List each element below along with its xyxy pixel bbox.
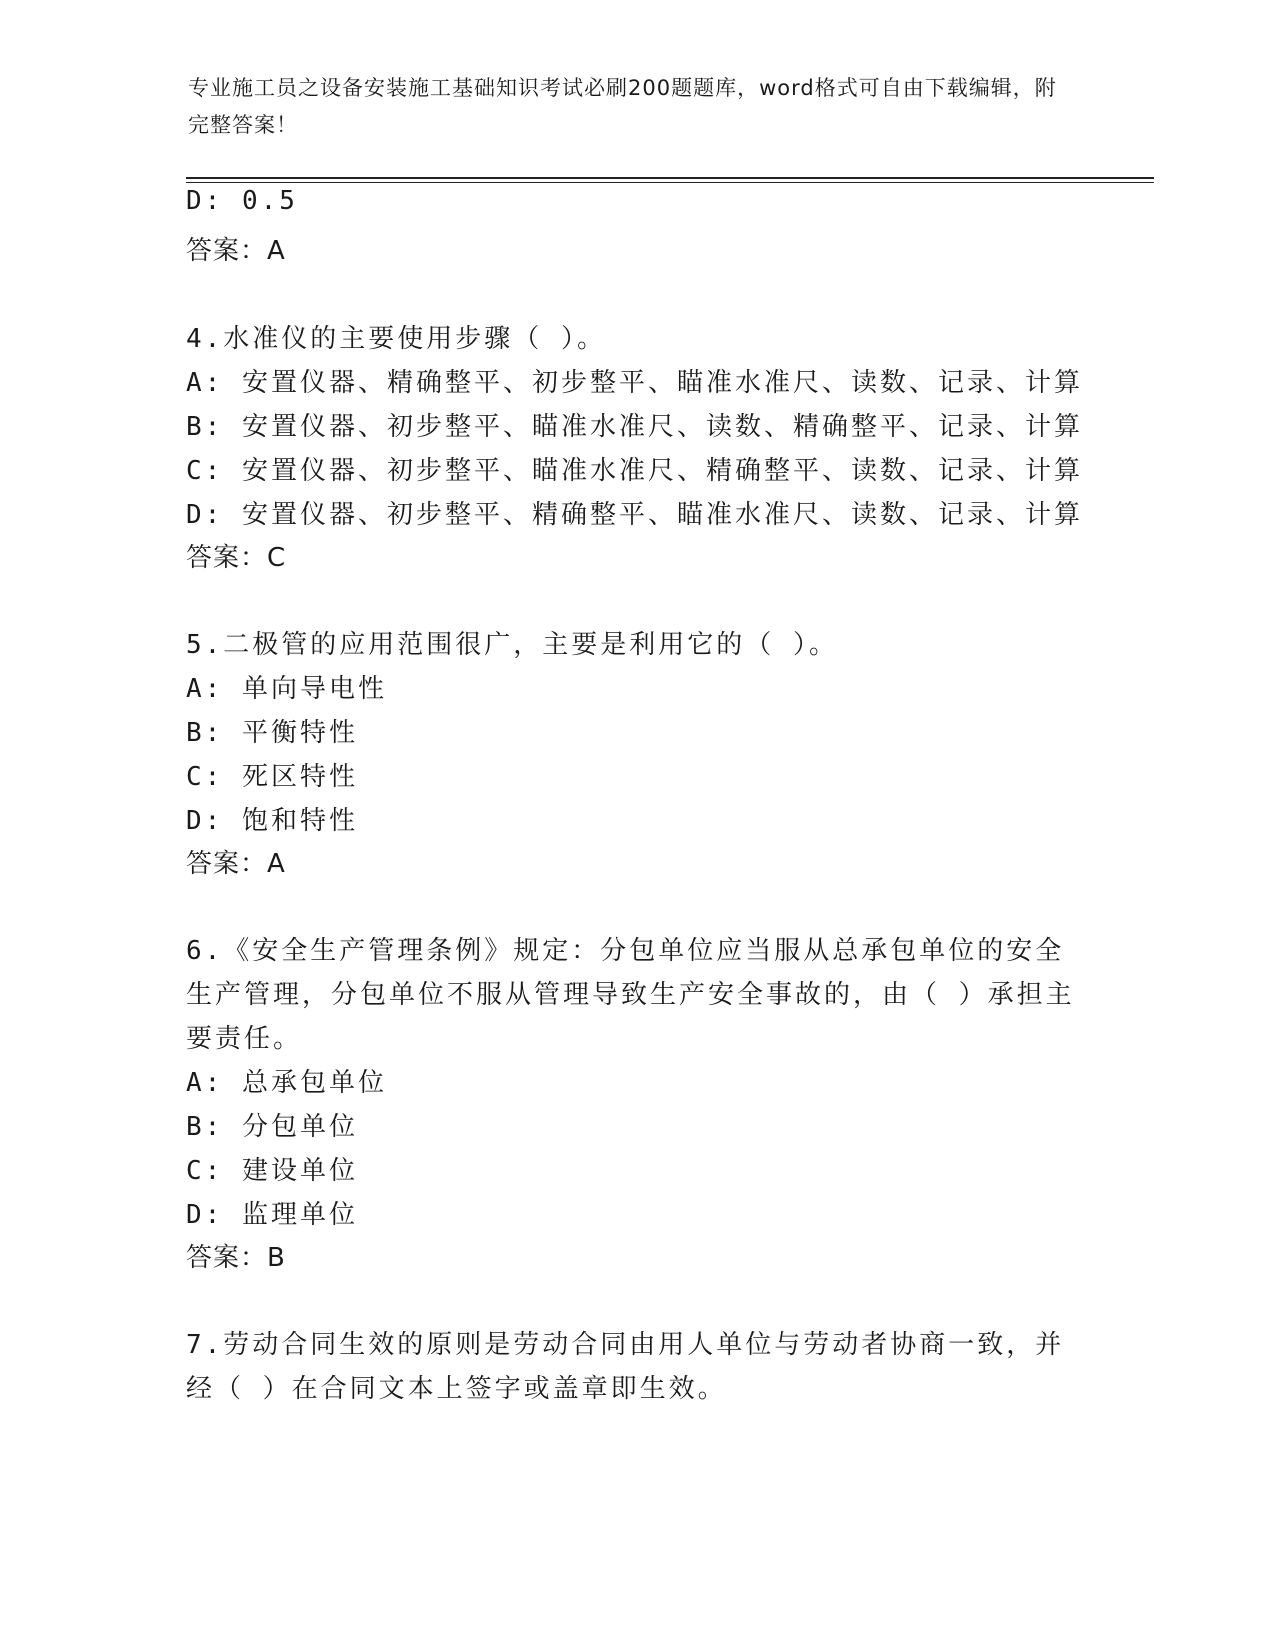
answer-line: 答案：A: [186, 236, 286, 266]
header-divider-thick: [186, 177, 1154, 179]
option-line: D: 安置仪器、初步整平、精确整平、瞄准水准尺、读数、记录、计算: [186, 500, 1083, 530]
option-line: A: 总承包单位: [186, 1068, 387, 1098]
header-divider-thin: [186, 182, 1154, 183]
question-line: 生产管理，分包单位不服从管理导致生产安全事故的，由（ ）承担主: [186, 980, 1075, 1010]
option-line: A: 安置仪器、精确整平、初步整平、瞄准水准尺、读数、记录、计算: [186, 368, 1083, 398]
question-line: 7.劳动合同生效的原则是劳动合同由用人单位与劳动者协商一致，并: [186, 1330, 1065, 1360]
answer-line: 答案：A: [186, 849, 286, 879]
question-line: 5.二极管的应用范围很广，主要是利用它的（ ）。: [186, 630, 838, 660]
option-line: B: 平衡特性: [186, 718, 358, 748]
option-line: B: 安置仪器、初步整平、瞄准水准尺、读数、精确整平、记录、计算: [186, 412, 1083, 442]
option-line: D: 0.5: [186, 186, 298, 216]
option-line: C: 安置仪器、初步整平、瞄准水准尺、精确整平、读数、记录、计算: [186, 456, 1083, 486]
option-line: A: 单向导电性: [186, 674, 387, 704]
option-line: D: 监理单位: [186, 1200, 358, 1230]
option-line: B: 分包单位: [186, 1112, 358, 1142]
document-header: 专业施工员之设备安装施工基础知识考试必刷200题题库，word格式可自由下载编辑，附完整答案！: [188, 76, 1057, 137]
question-line: 经（ ）在合同文本上签字或盖章即生效。: [186, 1374, 727, 1404]
answer-line: 答案：C: [186, 543, 287, 573]
option-line: C: 建设单位: [186, 1156, 358, 1186]
question-line: 6.《安全生产管理条例》规定：分包单位应当服从总承包单位的安全: [186, 936, 1065, 966]
option-line: D: 饱和特性: [186, 806, 358, 836]
question-line: 4.水准仪的主要使用步骤（ ）。: [186, 324, 606, 354]
question-line: 要责任。: [186, 1024, 303, 1054]
answer-line: 答案：B: [186, 1243, 286, 1273]
option-line: C: 死区特性: [186, 762, 358, 792]
